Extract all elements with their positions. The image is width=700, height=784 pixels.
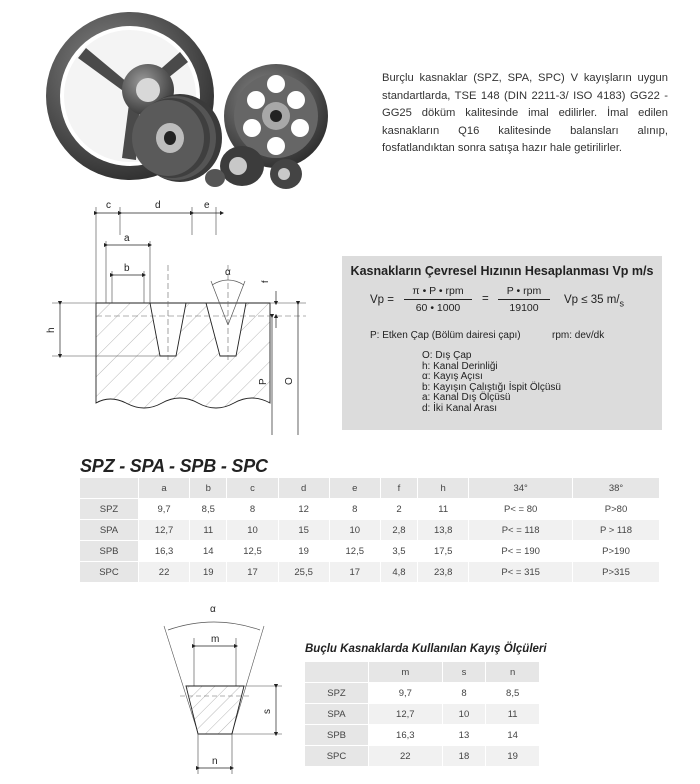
P-label: P bbox=[258, 378, 269, 385]
belt-alpha-label: α bbox=[210, 604, 216, 615]
header-cell: h bbox=[418, 478, 469, 499]
table-cell: 8,5 bbox=[486, 683, 540, 704]
table-cell: 19 bbox=[278, 541, 329, 562]
table-cell: 8,5 bbox=[190, 499, 227, 520]
m-label: m bbox=[211, 634, 220, 645]
row-label: SPC bbox=[80, 562, 139, 583]
table-cell: 17 bbox=[329, 562, 380, 583]
table-cell: 10 bbox=[329, 520, 380, 541]
header-cell: s bbox=[442, 662, 486, 683]
table-cell: 22 bbox=[369, 746, 443, 767]
table-cell: P< = 190 bbox=[469, 541, 573, 562]
header-cell: f bbox=[380, 478, 417, 499]
formula-title: Kasnakların Çevresel Hızının Hesaplanması Vp m/s bbox=[350, 264, 654, 278]
table-cell: 17,5 bbox=[418, 541, 469, 562]
table-cell: P>80 bbox=[573, 499, 660, 520]
table-cell: 8 bbox=[227, 499, 278, 520]
table-cell: 22 bbox=[139, 562, 190, 583]
legend-item: α: Kayış Açısı bbox=[422, 371, 483, 382]
table-cell: 8 bbox=[442, 683, 486, 704]
header-cell: 38° bbox=[573, 478, 660, 499]
header-cell bbox=[305, 662, 369, 683]
fraction-2-numerator: P • rpm bbox=[498, 285, 550, 300]
table-header-row bbox=[305, 662, 540, 683]
intro-paragraph: Burçlu kasnaklar (SPZ, SPA, SPC) V kayışların uygun standartlarda, TSE 148 (DIN 2211-3/ ISO 4183) GG22 - GG25 döküm kalitesinde imal edilirler. İmal edilen kasnakların Q16 kalitesinde balansları alınıp, fosfatlandıktan sonra satışa hazır hale getirilirler. bbox=[382, 72, 668, 155]
row-label: SPA bbox=[80, 520, 139, 541]
table-row bbox=[80, 562, 660, 583]
legend-item: d: İki Kanal Arası bbox=[422, 402, 498, 414]
groove-dimensions-table bbox=[80, 478, 660, 583]
O-label: O bbox=[284, 377, 295, 385]
table-cell: 15 bbox=[278, 520, 329, 541]
row-label: SPA bbox=[305, 704, 369, 725]
header-cell: d bbox=[278, 478, 329, 499]
row-label: SPZ bbox=[305, 683, 369, 704]
table-cell: 12,5 bbox=[329, 541, 380, 562]
table-cell: 11 bbox=[190, 520, 227, 541]
table-row bbox=[305, 683, 540, 704]
header-cell: e bbox=[329, 478, 380, 499]
table-row bbox=[305, 704, 540, 725]
fraction-1-denominator: 60 • 1000 bbox=[415, 302, 461, 314]
table-cell: 19 bbox=[190, 562, 227, 583]
equals-sign: = bbox=[482, 293, 489, 305]
table-cell: 2,8 bbox=[380, 520, 417, 541]
pulleys-photo bbox=[30, 8, 330, 198]
table-cell: P< = 315 bbox=[469, 562, 573, 583]
formula-fraction-2 bbox=[498, 285, 550, 314]
table-cell: 12,5 bbox=[227, 541, 278, 562]
header-cell: a bbox=[139, 478, 190, 499]
table-cell: 14 bbox=[486, 725, 540, 746]
speed-limit-unit: s bbox=[619, 298, 625, 309]
table-cell: 10 bbox=[227, 520, 278, 541]
groove-section-diagram bbox=[40, 195, 330, 445]
fraction-2-denominator: 19100 bbox=[509, 302, 539, 314]
header-cell: 34° bbox=[469, 478, 573, 499]
table-cell: 9,7 bbox=[369, 683, 443, 704]
table-cell: 3,5 bbox=[380, 541, 417, 562]
row-label: SPB bbox=[305, 725, 369, 746]
table-cell: 18 bbox=[442, 746, 486, 767]
table-row bbox=[80, 541, 660, 562]
header-cell: c bbox=[227, 478, 278, 499]
belt-section-diagram bbox=[150, 598, 290, 778]
legend-item: h: Kanal Derinliği bbox=[422, 360, 498, 372]
header-cell: b bbox=[190, 478, 227, 499]
p-note: P: Etken Çap (Bölüm dairesi çapı) bbox=[370, 330, 521, 341]
main-table-title: SPZ - SPA - SPB - SPC bbox=[80, 456, 268, 476]
belt-dimensions-table bbox=[305, 662, 540, 767]
table-header-row bbox=[80, 478, 660, 499]
table-cell: 16,3 bbox=[139, 541, 190, 562]
table-cell: 12 bbox=[278, 499, 329, 520]
table-cell: 23,8 bbox=[418, 562, 469, 583]
c-label: c bbox=[106, 200, 111, 211]
table-cell: 4,8 bbox=[380, 562, 417, 583]
header-cell: m bbox=[369, 662, 443, 683]
legend-item: O: Dış Çap bbox=[422, 350, 472, 361]
table-cell: 14 bbox=[190, 541, 227, 562]
e-label: e bbox=[204, 200, 210, 211]
n-label: n bbox=[212, 756, 218, 767]
row-label: SPC bbox=[305, 746, 369, 767]
fraction-1-numerator: π • P • rpm bbox=[404, 285, 472, 300]
belt-table-title: Buçlu Kasnaklarda Kullanılan Kayış Ölçüleri bbox=[305, 643, 547, 655]
table-cell: 11 bbox=[486, 704, 540, 725]
rpm-note: rpm: dev/dk bbox=[552, 330, 605, 341]
f-label: f bbox=[260, 280, 270, 283]
legend-item: a: Kanal Dış Ölçüsü bbox=[422, 392, 511, 403]
table-cell: P< = 118 bbox=[469, 520, 573, 541]
table-cell: 2 bbox=[380, 499, 417, 520]
a-label: a bbox=[124, 233, 130, 244]
table-cell: 12,7 bbox=[369, 704, 443, 725]
table-cell: 13,8 bbox=[418, 520, 469, 541]
table-cell: 11 bbox=[418, 499, 469, 520]
header-cell: n bbox=[486, 662, 540, 683]
h-label: h bbox=[46, 327, 57, 333]
table-row bbox=[305, 725, 540, 746]
table-row bbox=[80, 499, 660, 520]
table-cell: 19 bbox=[486, 746, 540, 767]
alpha-label: α bbox=[225, 267, 231, 278]
symbol-legend bbox=[422, 351, 561, 414]
table-row bbox=[305, 746, 540, 767]
speed-limit: Vp ≤ 35 $m/_s$ bbox=[564, 294, 625, 309]
table-cell: P< = 80 bbox=[469, 499, 573, 520]
table-row bbox=[80, 520, 660, 541]
table-cell: 13 bbox=[442, 725, 486, 746]
speed-limit-value: Vp ≤ 35 m bbox=[564, 294, 617, 306]
table-cell: 10 bbox=[442, 704, 486, 725]
table-cell: 8 bbox=[329, 499, 380, 520]
row-label: SPB bbox=[80, 541, 139, 562]
vp-label: Vp = bbox=[370, 294, 394, 306]
legend-item: b: Kayışın Çalıştığı İspit Ölçüsü bbox=[422, 381, 561, 393]
table-cell: 9,7 bbox=[139, 499, 190, 520]
table-cell: P > 118 bbox=[573, 520, 660, 541]
table-cell: 17 bbox=[227, 562, 278, 583]
header-cell bbox=[80, 478, 139, 499]
s-label: s bbox=[262, 709, 273, 714]
row-label: SPZ bbox=[80, 499, 139, 520]
table-cell: 25,5 bbox=[278, 562, 329, 583]
table-cell: 12,7 bbox=[139, 520, 190, 541]
table-cell: P>190 bbox=[573, 541, 660, 562]
speed-formula-box bbox=[342, 256, 662, 430]
table-cell: P>315 bbox=[573, 562, 660, 583]
formula-fraction-1 bbox=[404, 285, 472, 314]
d-label: d bbox=[155, 200, 161, 211]
b-label: b bbox=[124, 263, 130, 274]
table-cell: 16,3 bbox=[369, 725, 443, 746]
